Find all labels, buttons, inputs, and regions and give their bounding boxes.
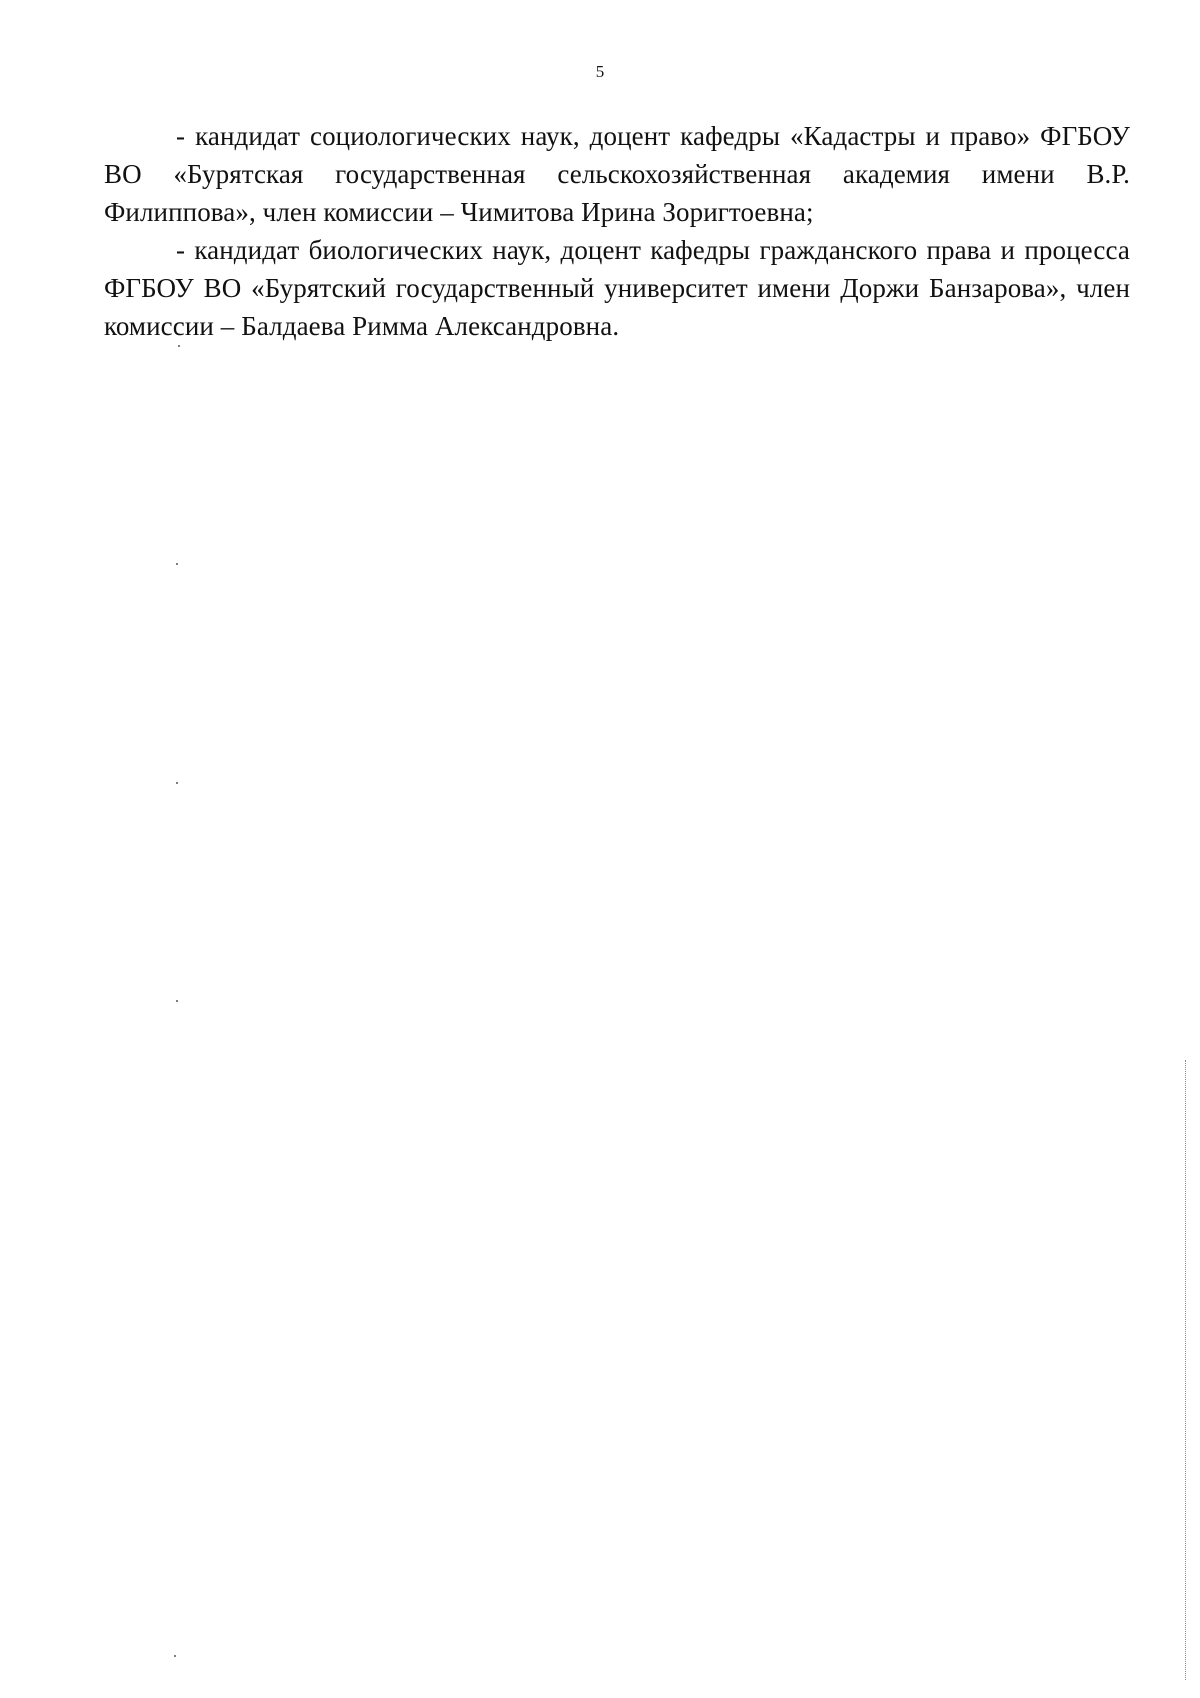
scan-speck bbox=[176, 563, 178, 565]
scan-edge-line bbox=[1185, 1060, 1187, 1680]
committee-member-chimitova: - кандидат социологических наук, доцент кафедры «Кадастры и право» ФГБОУ ВО «Бурятская государственная сельскохозяйственная академия имени В.Р. Филиппова», член комиссии – Чимитова Ирина Зоригтоевна; bbox=[104, 121, 1130, 227]
document-body bbox=[104, 117, 1130, 345]
page-number: 5 bbox=[595, 62, 605, 81]
scan-speck bbox=[176, 782, 178, 784]
committee-member-baldaeva: - кандидат биологических наук, доцент кафедры гражданского права и процесса ФГБОУ ВО «Бурятский государственный университет имени Доржи Банзарова», член комиссии – Балдаева Римма Александровна. bbox=[104, 235, 1130, 341]
scan-speck bbox=[174, 1655, 176, 1657]
scan-speck bbox=[176, 1000, 178, 1002]
scan-speck bbox=[178, 345, 180, 347]
